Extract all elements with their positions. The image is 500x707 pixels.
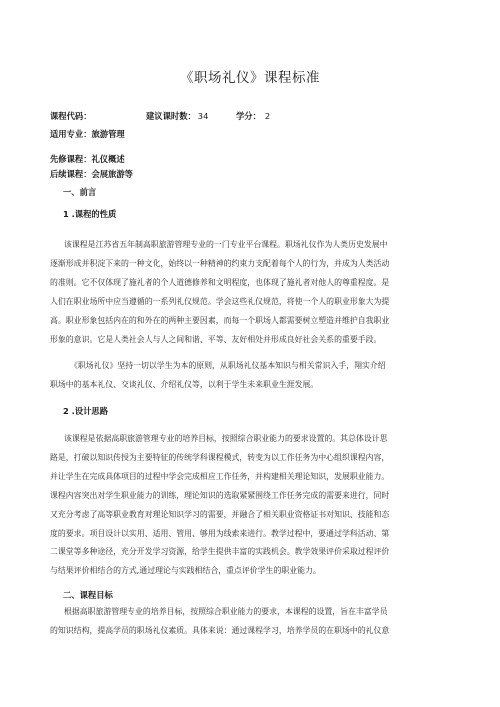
- credits: [236, 110, 270, 122]
- text-line: 逐渐形成并积淀下来的一种文化，始终以一种精神的约束力支配着每个人的行为，并成为人类活动: [50, 258, 390, 268]
- section-course-nature: 1 .课程的性质: [63, 209, 117, 219]
- text-line: 的准则。它不仅体现了施礼者的个人道德修养和文明程度，也体现了施礼者对他人的尊重程度。是: [50, 277, 390, 287]
- section-course-objectives: 二、课程目标: [63, 590, 113, 600]
- text-line: 的知识结构，提高学员的职场礼仪素质。具体来说：通过课程学习，培养学员的在职场中的礼仪意: [50, 625, 390, 635]
- text-line: 课程内容突出对学生职业能力的训练，理论知识的选取紧紧围绕工作任务完成的需要来进行，同时: [50, 490, 390, 500]
- followup-course: 后续课程：会展旅游等: [50, 169, 133, 179]
- text-line: 与结果评价相结合的方式,通过理论与实践相结合，重点评价学生的职业能力。: [50, 566, 321, 576]
- text-line: 形象的意识。它是人类社会人与人之间和谐、平等、友好相处并形成良好社会关系的重要手段。: [50, 334, 382, 344]
- text-line: 根据高职旅游管理专业的培养目标，按照综合职业能力的要求，本课程的设置，旨在丰富学员: [64, 607, 388, 616]
- paragraph-design-idea: [50, 430, 454, 581]
- hours-label: 建议课时数：: [146, 111, 196, 121]
- text-line: 路是，打破以知识传授为主要特征的传统学科课程模式，转变为以工作任务为中心组织课程内容，: [50, 452, 390, 462]
- text-line: 高。职业形象包括内在的和外在的两种主要因素，而每一个职场人都需要树立塑造并维护自我职业: [50, 315, 390, 325]
- text-line: 该课程是依据高职旅游管理专业的培养目标，按照综合职业能力的要求设置的。其总体设计思: [64, 434, 388, 443]
- text-line: 该课程是江苏省五年制高职旅游管理专业的一门专业平台课程。职场礼仪作为人类历史发展中: [64, 240, 388, 249]
- paragraph-course-objectives: [50, 603, 454, 641]
- suggested-hours: [146, 110, 208, 122]
- section-design-idea: 2 .设计思路: [63, 406, 109, 416]
- text-line: 又充分考虑了高等职业教育对理论知识学习的需要，并融合了相关职业资格证书对知识、技能和态: [50, 509, 390, 519]
- paragraph-course-nature: [50, 236, 454, 349]
- text-line: 人们在职业场所中应当遵循的一系列礼仪规范。学会这些礼仪规范，将使一个人的职业形象大为提: [50, 296, 390, 306]
- text-line: 职场中的基本礼仪、交谈礼仪、介绍礼仪等，以利于学生未来职业生涯发展。: [50, 379, 319, 389]
- applicable-major: 适用专业：旅游管理: [50, 129, 125, 139]
- document-title: 《职场礼仪》课程标准: [180, 70, 320, 86]
- section-preface: 一、前言: [63, 187, 97, 197]
- hours-value: 34: [197, 111, 209, 121]
- text-line: 并让学生在完成具体项目的过程中学会完成相应工作任务，并构建相关理论知识，发展职业能力。: [50, 471, 390, 481]
- text-line: 度的要求。项目设计以实用、适用、管用、够用为线索来进行。教学过程中，要通过学科活动、第: [50, 528, 390, 538]
- credit-label: 学分：: [236, 111, 261, 121]
- paragraph-course-principle: [50, 357, 454, 395]
- course-code-label: 课程代码：: [50, 111, 92, 121]
- prerequisite-course: 先修课程：礼仪概述: [50, 154, 125, 164]
- credit-value: 2: [264, 111, 271, 121]
- text-line: 二课堂等多种途径，充分开发学习资源，给学生提供丰富的实践机会。教学效果评价采取过程评价: [50, 547, 390, 557]
- text-line: 《职场礼仪》坚持一切以学生为本的原则，从职场礼仪基本知识与相关常识入手，翔实介绍: [70, 361, 386, 370]
